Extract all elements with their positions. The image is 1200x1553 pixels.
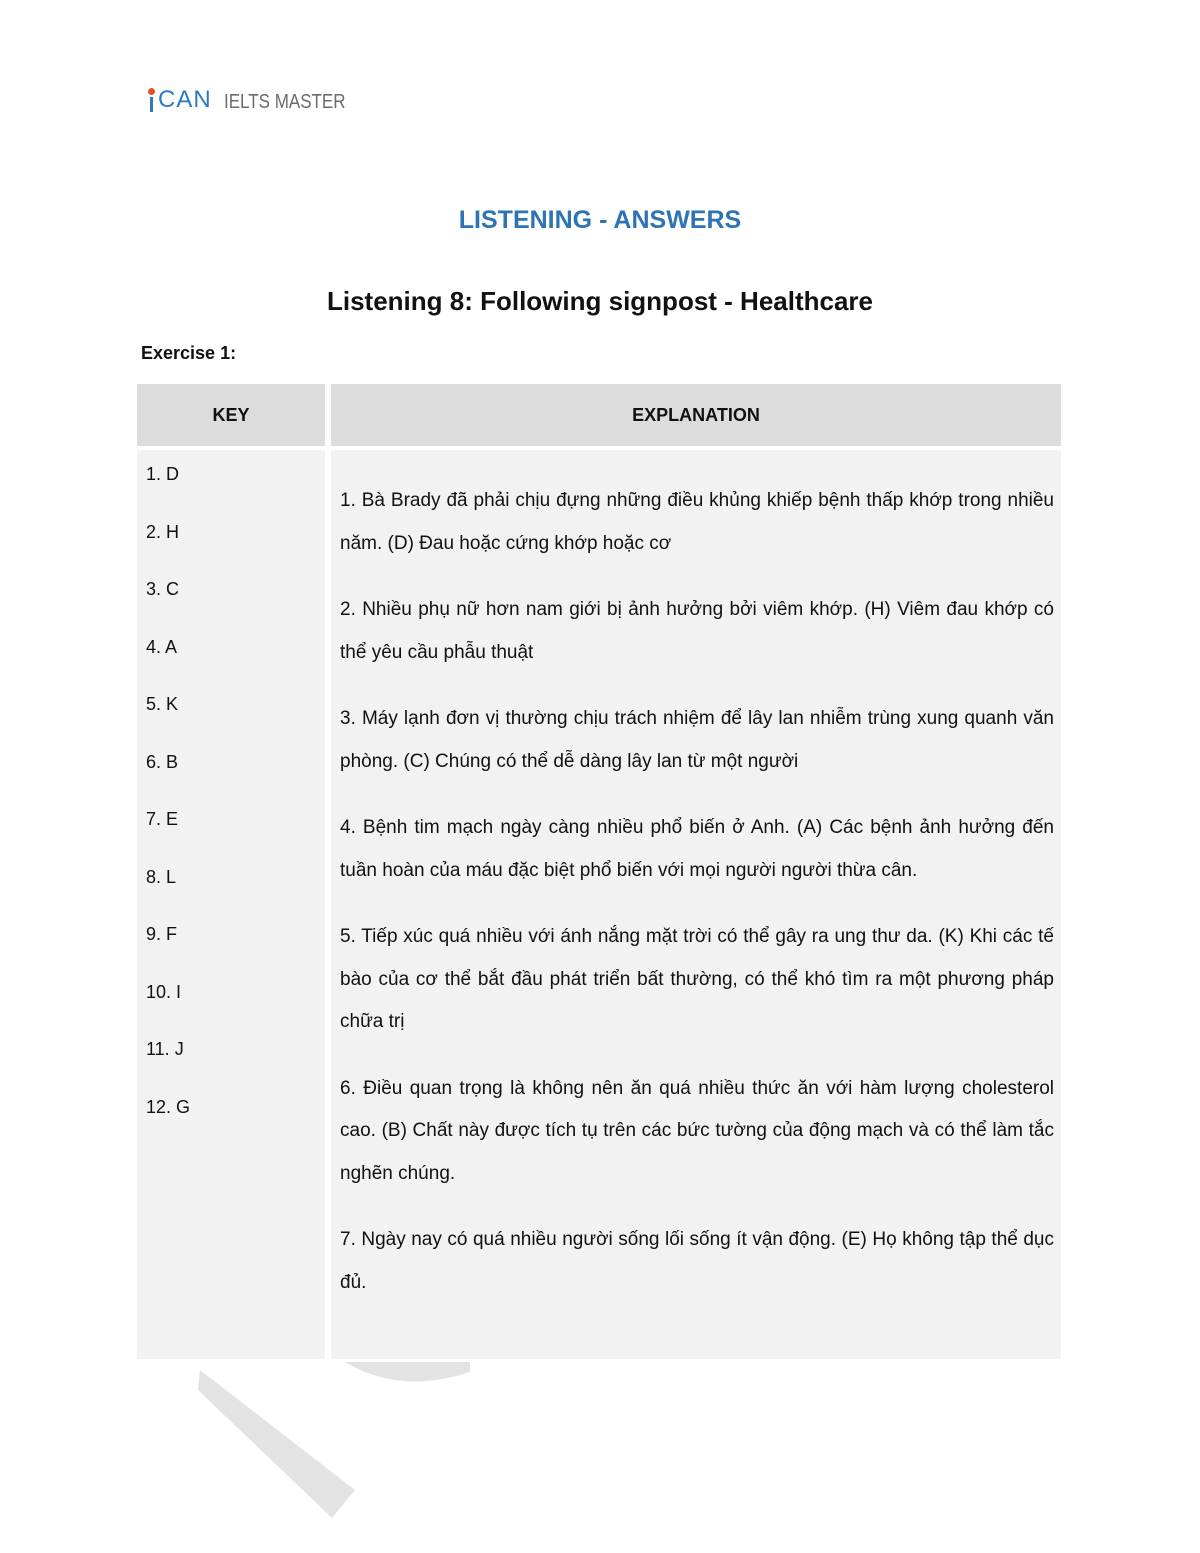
page-title: LISTENING - ANSWERS [458, 206, 742, 234]
explanation-item: 2. Nhiều phụ nữ hơn nam giới bị ảnh hưởng bởi viêm khớp. (H) Viêm đau khớp có thể yêu cầu phẫu thuật [340, 599, 1054, 663]
key-column-header: KEY [137, 384, 325, 446]
explanation-item: 4. Bệnh tim mạch ngày càng nhiều phổ biến ở Anh. (A) Các bệnh ảnh hưởng đến tuần hoàn của máu đặc biệt phổ biến với mọi người người thừa cân. [340, 817, 1054, 881]
key-item: 10. I [146, 981, 182, 1002]
answer-table [137, 384, 1061, 1359]
logo-subtitle: IELTS MASTER [223, 91, 346, 113]
explanation-item: 7. Ngày nay có quá nhiều người sống lối sống ít vận động. (E) Họ không tập thể dục đủ. [340, 1229, 1054, 1293]
key-item: 3. C [146, 579, 180, 599]
key-item: 11. J [146, 1039, 184, 1059]
key-item: 8. L [146, 866, 177, 887]
key-item: 1. D [146, 464, 180, 484]
key-item: 2. H [146, 521, 180, 542]
explanation-item: 5. Tiếp xúc quá nhiều với ánh nắng mặt trời có thể gây ra ung thư da. (K) Khi các tế bào của cơ thể bắt đầu phát triển bất thường, có thể khó tìm ra một phương pháp chữa trị [340, 926, 1054, 1032]
key-item: 4. A [146, 636, 178, 657]
ican-logo [146, 72, 367, 112]
key-item: 7. E [146, 809, 179, 829]
key-item: 9. F [146, 924, 178, 944]
page-subtitle: Listening 8: Following signpost - Healthcare [326, 286, 874, 316]
explanation-item: 6. Điều quan trọng là không nên ăn quá nhiều thức ăn với hàm lượng cholesterol cao. (B) Chất này được tích tụ trên các bức tường của động mạch và có thể làm tắc nghẽn chúng. [340, 1077, 1054, 1184]
key-list [146, 462, 190, 1152]
person-icon [146, 88, 156, 112]
explanation-item: 3. Máy lạnh đơn vị thường chịu trách nhiệm để lây lan nhiễm trùng xung quanh văn phòng. (C) Chúng có thể dễ dàng lây lan từ một người [340, 708, 1054, 772]
explanation-column-header: EXPLANATION [331, 384, 1061, 446]
explanation-cell [331, 450, 1061, 1359]
explanation-item: 1. Bà Brady đã phải chịu đựng những điều khủng khiếp bệnh thấp khớp trong nhiều năm. (D) Đau hoặc cứng khớp hoặc cơ [340, 490, 1054, 554]
logo-brand: CAN [146, 88, 212, 112]
key-item: 6. B [146, 751, 179, 772]
key-item: 5. K [146, 694, 179, 714]
exercise-label: Exercise 1: [141, 343, 237, 363]
key-item: 12. G [146, 1096, 191, 1117]
explanation-list [340, 480, 1054, 1328]
key-cell [137, 450, 325, 1359]
